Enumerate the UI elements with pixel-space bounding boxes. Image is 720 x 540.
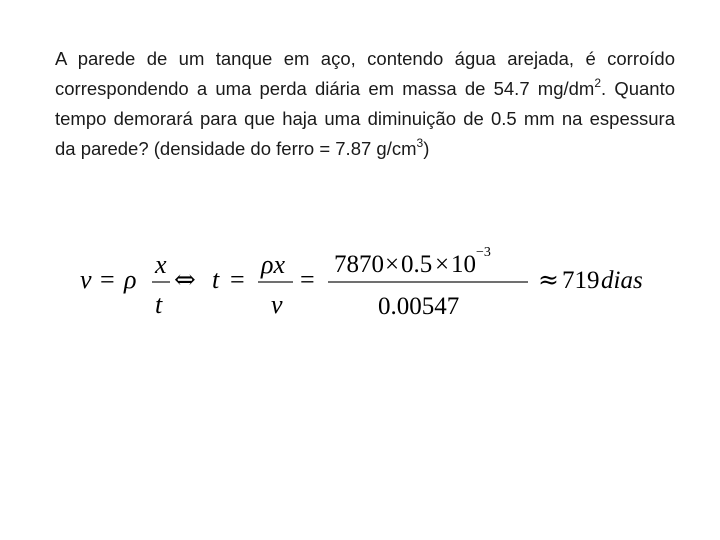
- formula-t-denominator: t: [155, 290, 163, 319]
- formula-rho-x: ρx: [261, 250, 286, 279]
- result-unit: dias: [601, 267, 643, 294]
- problem-text-part-2: . Quanto tempo demorará para que haja uma diminuição de 0.5 mm na espessura da parede? (densidade do ferro = 7.87 g/cm: [55, 78, 676, 159]
- formula-v: v: [80, 265, 92, 294]
- formula-x-numerator: x: [155, 250, 167, 279]
- power-base: 10: [451, 251, 476, 278]
- solution-formula: [78, 240, 678, 330]
- problem-text-part-1: A parede de um tanque em aço, contendo água arejada, é corroído correspondendo a uma perda diária em massa de 54.7 mg/dm: [55, 48, 675, 99]
- approx-symbol: ≈: [538, 265, 559, 294]
- formula-svg: [78, 240, 678, 330]
- formula-equals-2: =: [230, 265, 245, 294]
- superscript-3: 3: [416, 135, 424, 150]
- problem-text-part-3: ): [423, 138, 430, 159]
- problem-statement: [55, 44, 675, 164]
- superscript-2: 2: [594, 75, 602, 90]
- denominator-value: 0.00547: [378, 293, 460, 320]
- formula-equals-3: =: [300, 265, 315, 294]
- formula-equals-1: =: [100, 265, 115, 294]
- thickness-value: 0.5: [401, 251, 433, 278]
- numerator-value: 7870: [334, 251, 384, 278]
- iff-symbol: ⇔: [174, 265, 196, 295]
- power-exponent: −3: [476, 245, 491, 260]
- formula-t: t: [212, 265, 220, 294]
- formula-v-denominator: v: [271, 290, 283, 319]
- result-value: 719: [562, 267, 600, 294]
- formula-rho: ρ: [124, 265, 137, 294]
- times-symbol-2: ×: [435, 251, 450, 278]
- times-symbol-1: ×: [385, 251, 400, 278]
